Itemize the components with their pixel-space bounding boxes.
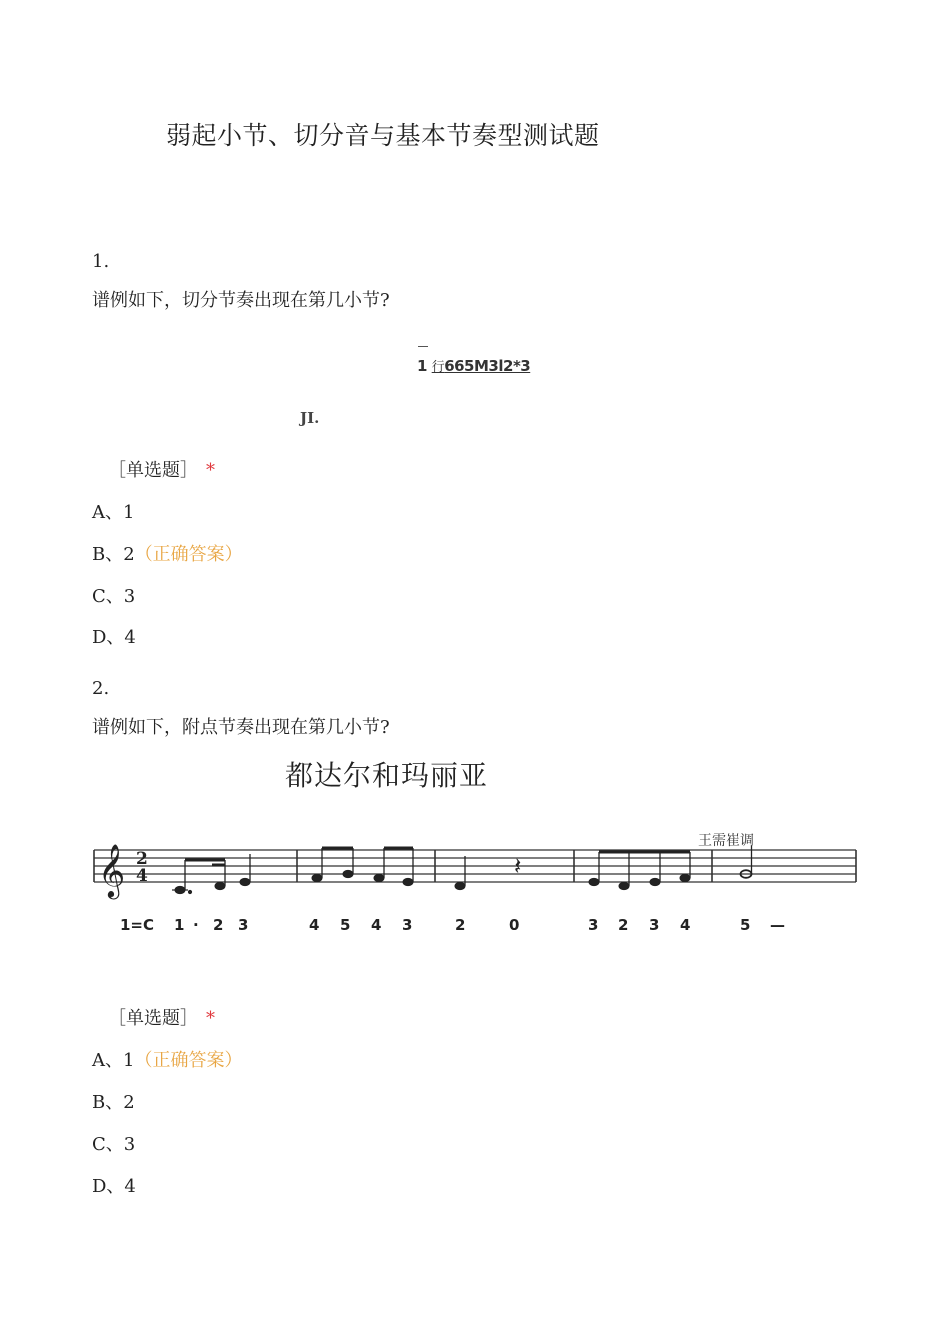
svg-text:3: 3 bbox=[588, 916, 599, 934]
question-1-option-c[interactable]: C、3 bbox=[92, 586, 136, 607]
question-2-option-c[interactable]: C、3 bbox=[92, 1134, 136, 1155]
jianpu-rest: 665M3l2*3 bbox=[444, 357, 531, 375]
treble-clef-icon: 𝄞 bbox=[98, 843, 126, 897]
note bbox=[680, 874, 690, 881]
question-2-option-d[interactable]: D、4 bbox=[92, 1176, 136, 1197]
required-mark: * bbox=[206, 460, 215, 481]
question-1-option-a[interactable]: A、1 bbox=[92, 502, 135, 523]
svg-text:5: 5 bbox=[740, 916, 751, 934]
note bbox=[312, 874, 322, 881]
svg-text:·: · bbox=[193, 916, 199, 934]
question-2-type: ［单选题］ * bbox=[108, 1008, 215, 1029]
note bbox=[175, 886, 185, 893]
note bbox=[589, 878, 599, 885]
note bbox=[403, 878, 413, 885]
jianpu-char: 行 bbox=[431, 360, 445, 375]
svg-text:2: 2 bbox=[618, 916, 629, 934]
key-label: 1=C bbox=[120, 916, 155, 934]
svg-text:3: 3 bbox=[402, 916, 413, 934]
question-2-number: 2. bbox=[92, 678, 110, 699]
page-title: 弱起小节、切分音与基本节奏型测试题 bbox=[166, 121, 600, 150]
question-2-text: 谱例如下，附点节奏出现在第几小节? bbox=[92, 717, 390, 738]
svg-text:—: — bbox=[770, 916, 785, 934]
note bbox=[215, 882, 225, 889]
question-1-option-d[interactable]: D、4 bbox=[92, 627, 136, 648]
note bbox=[650, 878, 660, 885]
jianpu-numbers bbox=[120, 916, 785, 934]
svg-text:2: 2 bbox=[213, 916, 224, 934]
note bbox=[455, 882, 465, 889]
svg-text:3: 3 bbox=[649, 916, 660, 934]
note bbox=[374, 874, 384, 881]
note bbox=[343, 870, 353, 877]
svg-text:0: 0 bbox=[509, 916, 520, 934]
time-sig-top: 2 bbox=[136, 849, 148, 869]
time-sig-bottom: 4 bbox=[136, 866, 148, 886]
question-1-option-b[interactable]: B、2（正确答案） bbox=[92, 544, 243, 565]
jianpu-bar-mark bbox=[418, 346, 428, 347]
svg-text:4: 4 bbox=[680, 916, 691, 934]
required-mark: * bbox=[206, 1008, 215, 1029]
question-2-option-a[interactable]: A、1（正确答案） bbox=[92, 1050, 243, 1071]
music-score bbox=[90, 842, 870, 942]
quarter-rest-icon: 𝄽 bbox=[514, 852, 522, 880]
question-1-caption: JI. bbox=[300, 409, 320, 427]
note bbox=[619, 882, 629, 889]
score-song-title: 都达尔和玛丽亚 bbox=[285, 759, 489, 792]
question-1-number: 1. bbox=[92, 251, 110, 272]
question-2-option-b[interactable]: B、2 bbox=[92, 1092, 135, 1113]
svg-text:5: 5 bbox=[340, 916, 351, 934]
svg-text:3: 3 bbox=[238, 916, 249, 934]
question-1-type: ［单选题］ * bbox=[108, 460, 215, 481]
measure-2-notes bbox=[312, 848, 413, 886]
note bbox=[240, 878, 250, 885]
svg-text:2: 2 bbox=[455, 916, 466, 934]
measure-5-notes bbox=[741, 846, 752, 878]
correct-answer-note: （正确答案） bbox=[134, 1050, 243, 1071]
question-1-jianpu-line bbox=[417, 356, 530, 375]
jianpu-lead: 1 bbox=[417, 357, 427, 375]
svg-text:1: 1 bbox=[174, 916, 185, 934]
score-composer: 王需崔调 bbox=[698, 833, 754, 849]
svg-text:4: 4 bbox=[371, 916, 382, 934]
correct-answer-note: （正确答案） bbox=[134, 544, 243, 565]
svg-text:4: 4 bbox=[309, 916, 320, 934]
question-1-text: 谱例如下，切分节奏出现在第几小节? bbox=[92, 290, 390, 311]
